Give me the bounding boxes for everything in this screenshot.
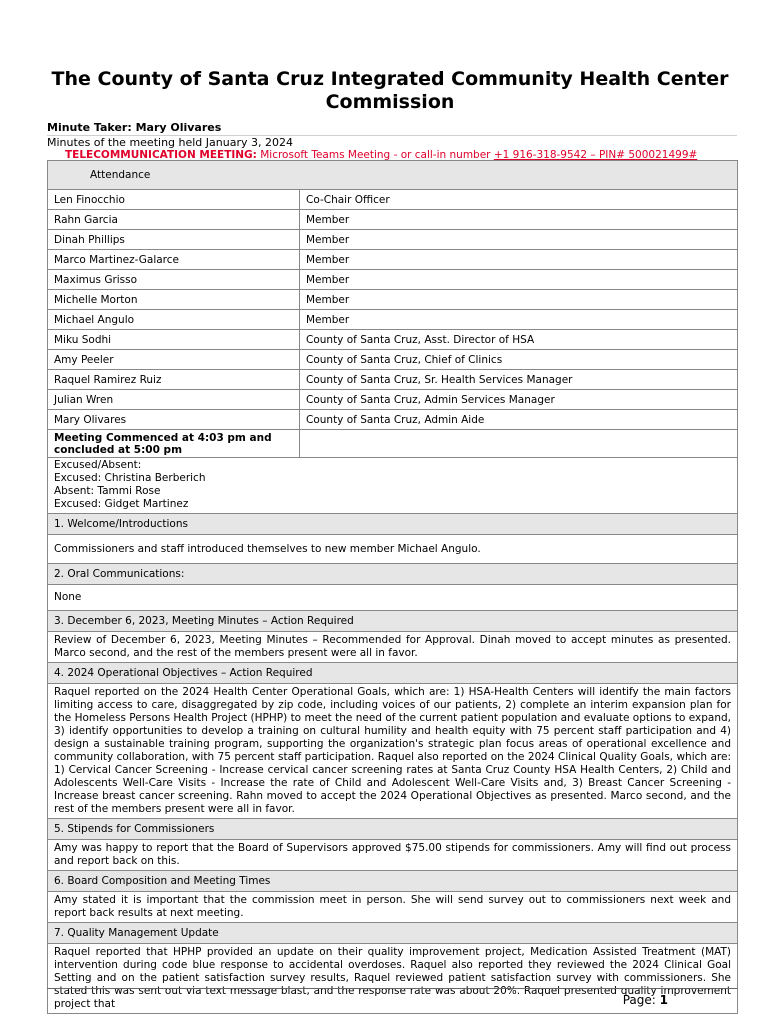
attendee-row — [48, 210, 738, 230]
attendee-row — [48, 350, 738, 370]
attendee-name: Len Finocchio — [48, 190, 300, 210]
section-heading: 7. Quality Management Update — [48, 923, 738, 944]
attendee-name: Michelle Morton — [48, 290, 300, 310]
section-heading: 2. Oral Communications: — [48, 564, 738, 585]
section-heading: 3. December 6, 2023, Meeting Minutes – Action Required — [48, 611, 738, 632]
attendee-role: County of Santa Cruz, Asst. Director of HSA — [300, 330, 738, 350]
attendee-row — [48, 330, 738, 350]
section-body: Review of December 6, 2023, Meeting Minutes – Recommended for Approval. Dinah moved to accept minutes as presented. Marco second, and the rest of the members present were all in favor. — [48, 632, 738, 663]
section-heading: 1. Welcome/Introductions — [48, 514, 738, 535]
attendee-role: Member — [300, 210, 738, 230]
attendee-name: Mary Olivares — [48, 410, 300, 430]
attendee-name: Rahn Garcia — [48, 210, 300, 230]
section-body-row — [48, 585, 738, 611]
attendee-role: County of Santa Cruz, Chief of Clinics — [300, 350, 738, 370]
attendee-role: County of Santa Cruz, Admin Services Manager — [300, 390, 738, 410]
attendee-row — [48, 390, 738, 410]
attendee-name: Marco Martinez-Galarce — [48, 250, 300, 270]
attendee-role: Member — [300, 290, 738, 310]
section-body-row — [48, 632, 738, 663]
section-heading-row — [48, 923, 738, 944]
excused-line: Absent: Tammi Rose — [54, 485, 161, 497]
attendee-name: Dinah Phillips — [48, 230, 300, 250]
attendance-header: Attendance — [48, 161, 738, 190]
section-heading-row — [48, 819, 738, 840]
attendee-role: Member — [300, 270, 738, 290]
footer-divider — [47, 988, 737, 989]
section-heading-row — [48, 514, 738, 535]
section-heading: 6. Board Composition and Meeting Times — [48, 871, 738, 892]
attendee-role: County of Santa Cruz, Admin Aide — [300, 410, 738, 430]
telecom-text: Microsoft Teams Meeting - or call-in number — [256, 149, 494, 161]
attendee-role: Member — [300, 310, 738, 330]
section-body-row — [48, 684, 738, 819]
section-body-row — [48, 840, 738, 871]
section-heading: 4. 2024 Operational Objectives – Action Required — [48, 663, 738, 684]
minute-taker: Minute Taker: Mary Olivares — [47, 121, 222, 134]
telecom-number-link[interactable]: +1 916-318-9542 – PIN# 500021499# — [493, 149, 698, 161]
attendee-row — [48, 250, 738, 270]
attendee-name: Maximus Grisso — [48, 270, 300, 290]
attendee-name: Miku Sodhi — [48, 330, 300, 350]
section-heading-row — [48, 871, 738, 892]
attendee-row — [48, 410, 738, 430]
attendee-role: Member — [300, 250, 738, 270]
section-body: Raquel reported on the 2024 Health Center Operational Goals, which are: 1) HSA-Health Centers will identify the main factors limiting access to care, disaggregated by zip code, including voices of our patients, 2) complete an interim expansion plan for the Homeless Persons Health Project (HPHP) to meet the need of the current patient population and evaluate options to expand, 3) identify opportunities to develop a training on cultural humility and health equity with 75 percent staff participation and 4) design a sustainable training program, supporting the organization's strategic plan focus areas of operational excellence and community collaboration, with 75 percent staff participation. Raquel also reported on the 2024 Clinical Quality Goals, which are: 1) Cervical Cancer Screening - Increase cervical cancer screening rates at Santa Cruz County HSA Health Centers, 2) Child and Adolescents Well-Care Visits - Increase the rate of Child and Adolescent Well-Care Visits and, 3) Breast Cancer Screening - Increase breast cancer screening. Rahn moved to accept the 2024 Operational Objectives as presented. Marco second, and the rest of the members present were all in favor. — [48, 684, 738, 819]
commenced-row — [48, 430, 738, 458]
section-body-row — [48, 535, 738, 564]
attendee-row — [48, 310, 738, 330]
excused-title: Excused/Absent: — [54, 459, 142, 471]
section-body: Amy stated it is important that the commission meet in person. She will send survey out to commissioners next week and report back results at next meeting. — [48, 892, 738, 923]
excused-line: Excused: Gidget Martinez — [54, 498, 189, 510]
section-body: Commissioners and staff introduced themselves to new member Michael Angulo. — [48, 535, 738, 564]
attendee-role: Member — [300, 230, 738, 250]
document-title: The County of Santa Cruz Integrated Community Health Center Commission — [51, 68, 729, 113]
section-body: None — [48, 585, 738, 611]
attendee-name: Julian Wren — [48, 390, 300, 410]
section-heading-row — [48, 564, 738, 585]
minutes-table — [47, 160, 738, 1014]
section-body: Raquel reported that HPHP provided an update on their quality improvement project, Medication Assisted Treatment (MAT) intervention during code blue response to accidental overdoses. Raquel also reported they reviewed the 2024 Clinical Goal Setting and on the patient satisfaction survey results, Raquel reviewed patient satisfaction survey with commissioners. She stated this was sent out via text message blast, and the response rate was about 20%. Raquel presented quality improvement project that — [48, 944, 738, 1014]
section-heading: 5. Stipends for Commissioners — [48, 819, 738, 840]
attendee-role: Co-Chair Officer — [300, 190, 738, 210]
excused-line: Excused: Christina Berberich — [54, 472, 206, 484]
section-heading-row — [48, 611, 738, 632]
attendee-name: Michael Angulo — [48, 310, 300, 330]
attendee-row — [48, 230, 738, 250]
section-heading-row — [48, 663, 738, 684]
attendee-row — [48, 370, 738, 390]
page-number: Page: 1 — [622, 993, 668, 1007]
attendee-row — [48, 190, 738, 210]
attendee-name: Raquel Ramirez Ruiz — [48, 370, 300, 390]
section-body-row — [48, 892, 738, 923]
section-body: Amy was happy to report that the Board of Supervisors approved $75.00 stipends for commissioners. Amy will find out process and report back on this. — [48, 840, 738, 871]
excused-row — [48, 458, 738, 514]
attendee-role: County of Santa Cruz, Sr. Health Services Manager — [300, 370, 738, 390]
attendee-row — [48, 290, 738, 310]
excused-absent — [48, 458, 738, 514]
telecom-label: TELECOMMUNICATION MEETING: — [65, 149, 257, 161]
attendee-name: Amy Peeler — [48, 350, 300, 370]
meeting-commenced: Meeting Commenced at 4:03 pm and concluded at 5:00 pm — [48, 430, 300, 458]
meeting-date: Minutes of the meeting held January 3, 2024 — [47, 136, 293, 149]
attendee-row — [48, 270, 738, 290]
